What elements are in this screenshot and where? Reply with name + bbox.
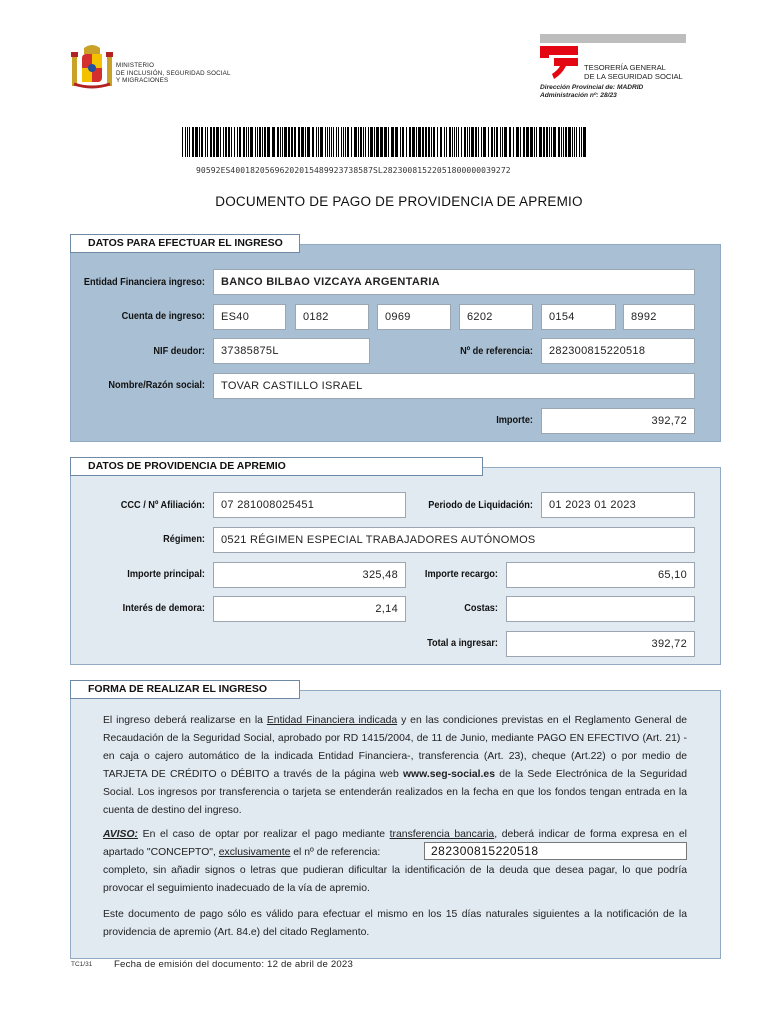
web-link[interactable]: www.seg-social.es xyxy=(402,769,495,780)
cuenta-part: 0154 xyxy=(541,304,616,330)
total-label: Total a ingresar: xyxy=(427,638,498,649)
cuenta-label: Cuenta de ingreso: xyxy=(121,311,205,322)
aviso-paragraph: AVISO: En el caso de optar por realizar el pago mediante transferencia bancaria, deberá indicar de forma expresa en el apartado "CONCEPTO", exclusivamente el nº de referencia: xyxy=(103,829,687,858)
cuenta-part: 8992 xyxy=(623,304,695,330)
office-info: Dirección Provincial de: MADRID Administración nº: 28/23 xyxy=(540,84,644,99)
cuenta-part: ES40 xyxy=(213,304,286,330)
tgss-name: TESORERÍA GENERAL DE LA SEGURIDAD SOCIAL xyxy=(584,63,683,81)
regimen-field: 0521 RÉGIMEN ESPECIAL TRABAJADORES AUTÓNOMOS xyxy=(213,527,695,553)
barcode-number: 90592ES40018205696202015489923738587SL28230081522051800000039272 xyxy=(196,166,511,175)
nombre-label: Nombre/Razón social: xyxy=(108,380,205,391)
recargo-label: Importe recargo: xyxy=(424,569,498,580)
aviso-reference-box: 282300815220518 xyxy=(424,842,687,860)
ccc-label: CCC / Nº Afiliación: xyxy=(120,500,205,511)
cuenta-part: 6202 xyxy=(459,304,533,330)
nif-field: 37385875L xyxy=(213,338,370,364)
ingreso-section-title: DATOS PARA EFECTUAR EL INGRESO xyxy=(70,234,300,253)
barcode xyxy=(182,127,588,157)
nombre-field: TOVAR CASTILLO ISRAEL xyxy=(213,373,695,399)
forma-section-title: FORMA DE REALIZAR EL INGRESO xyxy=(70,680,300,699)
validity-paragraph: Este documento de pago sólo es válido para efectuar el mismo en los 15 días naturales siguientes a la notificación de la providencia de apremio (Art. 84.e) del citado Reglamento. xyxy=(103,909,687,938)
costas-field xyxy=(506,596,695,622)
nif-label: NIF deudor: xyxy=(153,346,205,357)
regimen-label: Régimen: xyxy=(163,534,205,545)
costas-label: Costas: xyxy=(464,603,498,614)
periodo-label: Periodo de Liquidación: xyxy=(428,500,533,511)
cuenta-part: 0182 xyxy=(295,304,369,330)
recargo-field: 65,10 xyxy=(506,562,695,588)
total-field: 392,72 xyxy=(506,631,695,657)
importe-field: 392,72 xyxy=(541,408,695,434)
instructions-paragraph: El ingreso deberá realizarse en la Entidad Financiera indicada y en las condiciones previstas en el Reglamento General de Recaudación de la Seguridad Social, aprobado por RD 1415/2004, de 11 de Junio, mediante PAGO EN EFECTIVO (Art. 21) - en caja o cajero automático de la indicada Entidad Financiera-, transferencia (Art. 23), cheque (Art.22) o por medio de TARJETA DE CRÉDITO o DÉBITO a través de la página web www.seg-social.es de la Sede Electrónica de la Seguridad Social. Los ingresos por transferencia o tarjeta se entenderán realizados en la fecha en que los fondos tengan entrada en la cuenta de destino del ingreso. xyxy=(103,715,687,816)
principal-label: Importe principal: xyxy=(127,569,205,580)
providencia-section-title: DATOS DE PROVIDENCIA DE APREMIO xyxy=(70,457,483,476)
periodo-field: 01 2023 01 2023 xyxy=(541,492,695,518)
principal-field: 325,48 xyxy=(213,562,406,588)
entidad-field: BANCO BILBAO VIZCAYA ARGENTARIA xyxy=(213,269,695,295)
ministry-name: MINISTERIO DE INCLUSIÓN, SEGURIDAD SOCIAL Y MIGRACIONES xyxy=(116,62,231,84)
spain-coat-of-arms-logo xyxy=(70,44,114,92)
ccc-field: 07 281008025451 xyxy=(213,492,406,518)
importe-label: Importe: xyxy=(496,415,533,426)
referencia-field: 282300815220518 xyxy=(541,338,695,364)
document-title: DOCUMENTO DE PAGO DE PROVIDENCIA DE APREMIO xyxy=(215,194,583,209)
entidad-underlined: Entidad Financiera indicada xyxy=(266,715,398,726)
entidad-label: Entidad Financiera ingreso: xyxy=(83,277,205,288)
tgss-logo xyxy=(540,46,580,80)
tgss-header-bar xyxy=(540,34,686,43)
demora-field: 2,14 xyxy=(213,596,406,622)
demora-label: Interés de demora: xyxy=(122,603,205,614)
aviso-continuation: completo, sin añadir signos o letras que pudieran dificultar la identificación de la deuda que desea pagar, lo que podría provocar el seguimiento inadecuado de la vía de apremio. xyxy=(103,865,687,894)
form-code: TC1/31 xyxy=(71,961,93,968)
referencia-label: Nº de referencia: xyxy=(460,346,533,357)
issue-date: Fecha de emisión del documento: 12 de abril de 2023 xyxy=(114,959,354,970)
cuenta-part: 0969 xyxy=(377,304,451,330)
aviso-label: AVISO: xyxy=(103,829,139,840)
